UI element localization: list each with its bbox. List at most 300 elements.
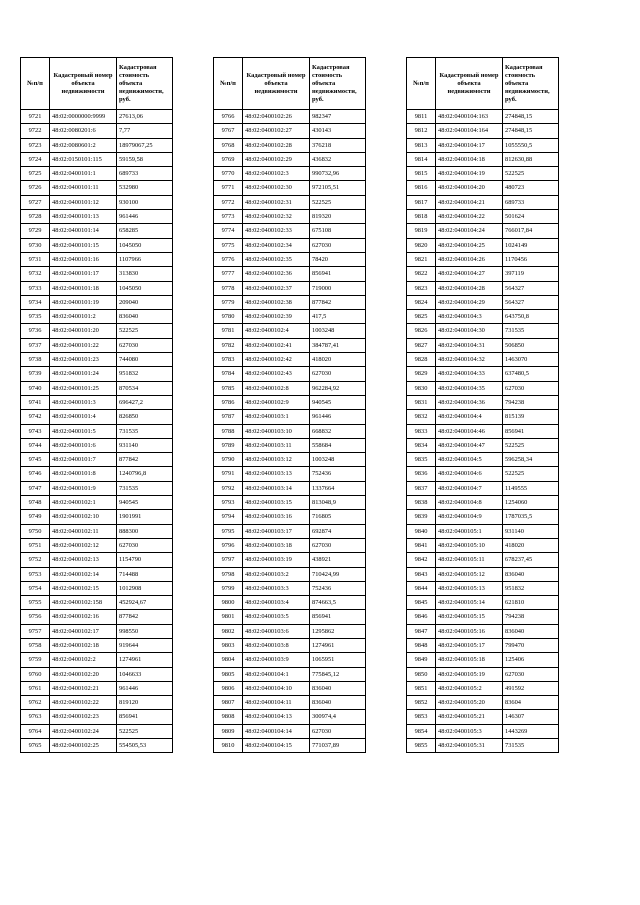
table-row bbox=[214, 553, 366, 567]
table-row bbox=[407, 353, 559, 367]
cadastral-number-cell: 48:02:0400102:34 bbox=[243, 238, 310, 252]
cadastral-number-cell: 48:02:0400101:14 bbox=[50, 224, 117, 238]
row-number-cell: 9745 bbox=[21, 453, 50, 467]
cadastral-value-cell: 1443269 bbox=[503, 724, 559, 738]
table-row bbox=[407, 410, 559, 424]
table-row bbox=[21, 581, 173, 595]
row-number-cell: 9845 bbox=[407, 596, 436, 610]
table-row bbox=[214, 310, 366, 324]
cadastral-number-cell: 48:02:0080201:6 bbox=[50, 124, 117, 138]
cadastral-number-cell: 48:02:0400102:27 bbox=[243, 124, 310, 138]
table-row bbox=[21, 110, 173, 124]
cadastral-number-cell: 48:02:0400102:39 bbox=[243, 310, 310, 324]
row-number-cell: 9749 bbox=[21, 510, 50, 524]
header-cadastral-number: Кадастровый номер объекта недвижимости bbox=[50, 58, 117, 110]
table-row bbox=[407, 581, 559, 595]
cadastral-number-cell: 48:02:0400104:20 bbox=[436, 181, 503, 195]
table-row bbox=[407, 395, 559, 409]
row-number-cell: 9755 bbox=[21, 596, 50, 610]
row-number-cell: 9801 bbox=[214, 610, 243, 624]
row-number-cell: 9799 bbox=[214, 581, 243, 595]
cadastral-value-cell: 313830 bbox=[117, 267, 173, 281]
table-row bbox=[407, 295, 559, 309]
table-row bbox=[21, 367, 173, 381]
table-row bbox=[21, 167, 173, 181]
table-row bbox=[214, 496, 366, 510]
table-row bbox=[21, 596, 173, 610]
row-number-cell: 9756 bbox=[21, 610, 50, 624]
cadastral-value-cell: 1055550,5 bbox=[503, 138, 559, 152]
cadastral-number-cell: 48:02:0400105:12 bbox=[436, 567, 503, 581]
table-row bbox=[214, 710, 366, 724]
cadastral-value-cell: 300974,4 bbox=[310, 710, 366, 724]
table-row bbox=[214, 638, 366, 652]
cadastral-value-cell: 627030 bbox=[503, 667, 559, 681]
cadastral-value-cell: 931140 bbox=[503, 524, 559, 538]
cadastral-number-cell: 48:02:0400104:25 bbox=[436, 238, 503, 252]
row-number-cell: 9809 bbox=[214, 724, 243, 738]
cadastral-number-cell: 48:02:0400104:13 bbox=[243, 710, 310, 724]
cadastral-number-cell: 48:02:0400104:164 bbox=[436, 124, 503, 138]
row-number-cell: 9820 bbox=[407, 238, 436, 252]
row-number-cell: 9796 bbox=[214, 538, 243, 552]
row-number-cell: 9852 bbox=[407, 696, 436, 710]
cadastral-number-cell: 48:02:0400104:47 bbox=[436, 438, 503, 452]
cadastral-value-cell: 627030 bbox=[310, 724, 366, 738]
cadastral-number-cell: 48:02:0400105:17 bbox=[436, 638, 503, 652]
row-number-cell: 9836 bbox=[407, 467, 436, 481]
cadastral-value-cell: 877842 bbox=[117, 453, 173, 467]
table-row bbox=[214, 110, 366, 124]
cadastral-value-cell: 1254060 bbox=[503, 496, 559, 510]
table-row bbox=[21, 510, 173, 524]
table-row bbox=[21, 181, 173, 195]
cadastral-value-cell: 716805 bbox=[310, 510, 366, 524]
header-number: №п/п bbox=[214, 58, 243, 110]
cadastral-number-cell: 48:02:0400105:15 bbox=[436, 610, 503, 624]
row-number-cell: 9827 bbox=[407, 338, 436, 352]
cadastral-value-cell: 146307 bbox=[503, 710, 559, 724]
row-number-cell: 9764 bbox=[21, 724, 50, 738]
cadastral-value-cell: 1024149 bbox=[503, 238, 559, 252]
cadastral-number-cell: 48:02:0400105:11 bbox=[436, 553, 503, 567]
row-number-cell: 9832 bbox=[407, 410, 436, 424]
cadastral-value-cell: 522525 bbox=[310, 195, 366, 209]
table-row bbox=[21, 696, 173, 710]
cadastral-value-cell: 522525 bbox=[503, 167, 559, 181]
row-number-cell: 9802 bbox=[214, 624, 243, 638]
cadastral-number-cell: 48:02:0400101:25 bbox=[50, 381, 117, 395]
row-number-cell: 9746 bbox=[21, 467, 50, 481]
cadastral-value-cell: 627030 bbox=[310, 238, 366, 252]
cadastral-value-cell: 836040 bbox=[503, 567, 559, 581]
row-number-cell: 9759 bbox=[21, 653, 50, 667]
cadastral-value-cell: 627030 bbox=[117, 538, 173, 552]
row-number-cell: 9826 bbox=[407, 324, 436, 338]
row-number-cell: 9840 bbox=[407, 524, 436, 538]
cadastral-number-cell: 48:02:0400102:3 bbox=[243, 167, 310, 181]
table-row bbox=[21, 553, 173, 567]
header-cadastral-number: Кадастровый номер объекта недвижимости bbox=[436, 58, 503, 110]
row-number-cell: 9830 bbox=[407, 381, 436, 395]
row-number-cell: 9847 bbox=[407, 624, 436, 638]
cadastral-number-cell: 48:02:0400104:9 bbox=[436, 510, 503, 524]
row-number-cell: 9795 bbox=[214, 524, 243, 538]
row-number-cell: 9732 bbox=[21, 267, 50, 281]
cadastral-value-cell: 771037,89 bbox=[310, 739, 366, 753]
cadastral-number-cell: 48:02:0400104:29 bbox=[436, 295, 503, 309]
cadastral-number-cell: 48:02:0400102:31 bbox=[243, 195, 310, 209]
registry-table-3 bbox=[406, 57, 559, 753]
row-number-cell: 9735 bbox=[21, 310, 50, 324]
cadastral-value-cell: 870534 bbox=[117, 381, 173, 395]
table-row bbox=[407, 267, 559, 281]
table-row bbox=[214, 295, 366, 309]
cadastral-number-cell: 48:02:0400104:163 bbox=[436, 110, 503, 124]
row-number-cell: 9849 bbox=[407, 653, 436, 667]
cadastral-number-cell: 48:02:0400104:11 bbox=[243, 696, 310, 710]
cadastral-value-cell: 436832 bbox=[310, 152, 366, 166]
cadastral-value-cell: 744080 bbox=[117, 353, 173, 367]
cadastral-number-cell: 48:02:0400102:1 bbox=[50, 496, 117, 510]
table-row bbox=[21, 310, 173, 324]
cadastral-number-cell: 48:02:0400101:16 bbox=[50, 252, 117, 266]
cadastral-number-cell: 48:02:0400103:13 bbox=[243, 467, 310, 481]
cadastral-number-cell: 48:02:0400102:11 bbox=[50, 524, 117, 538]
table-row bbox=[407, 324, 559, 338]
cadastral-value-cell: 27613,06 bbox=[117, 110, 173, 124]
cadastral-value-cell: 877842 bbox=[117, 610, 173, 624]
cadastral-number-cell: 48:02:0400105:21 bbox=[436, 710, 503, 724]
cadastral-value-cell: 564327 bbox=[503, 281, 559, 295]
cadastral-value-cell: 888300 bbox=[117, 524, 173, 538]
cadastral-number-cell: 48:02:0400102:30 bbox=[243, 181, 310, 195]
cadastral-number-cell: 48:02:0400101:4 bbox=[50, 410, 117, 424]
row-number-cell: 9730 bbox=[21, 238, 50, 252]
cadastral-number-cell: 48:02:0400104:4 bbox=[436, 410, 503, 424]
cadastral-number-cell: 48:02:0400103:15 bbox=[243, 496, 310, 510]
row-number-cell: 9822 bbox=[407, 267, 436, 281]
cadastral-number-cell: 48:02:0400104:24 bbox=[436, 224, 503, 238]
cadastral-value-cell: 710424,99 bbox=[310, 567, 366, 581]
cadastral-number-cell: 48:02:0400101:2 bbox=[50, 310, 117, 324]
cadastral-value-cell: 972105,51 bbox=[310, 181, 366, 195]
cadastral-number-cell: 48:02:0400104:27 bbox=[436, 267, 503, 281]
cadastral-value-cell: 627030 bbox=[503, 381, 559, 395]
cadastral-number-cell: 48:02:0400102:16 bbox=[50, 610, 117, 624]
cadastral-value-cell: 998550 bbox=[117, 624, 173, 638]
cadastral-number-cell: 48:02:0400101:19 bbox=[50, 295, 117, 309]
table-row bbox=[214, 510, 366, 524]
cadastral-value-cell: 1463070 bbox=[503, 353, 559, 367]
row-number-cell: 9774 bbox=[214, 224, 243, 238]
cadastral-value-cell: 418020 bbox=[310, 353, 366, 367]
cadastral-value-cell: 554505,53 bbox=[117, 739, 173, 753]
registry-table-1 bbox=[20, 57, 173, 753]
row-number-cell: 9800 bbox=[214, 596, 243, 610]
cadastral-value-cell: 794238 bbox=[503, 395, 559, 409]
cadastral-number-cell: 48:02:0400104:14 bbox=[243, 724, 310, 738]
row-number-cell: 9770 bbox=[214, 167, 243, 181]
cadastral-value-cell: 731535 bbox=[503, 739, 559, 753]
header-cadastral-value: Кадастровая стоимость объекта недвижимости, руб. bbox=[117, 58, 173, 110]
cadastral-value-cell: 794238 bbox=[503, 610, 559, 624]
table-row bbox=[214, 581, 366, 595]
cadastral-number-cell: 48:02:0400104:30 bbox=[436, 324, 503, 338]
header-cadastral-value: Кадастровая стоимость объекта недвижимости, руб. bbox=[503, 58, 559, 110]
cadastral-value-cell: 813048,9 bbox=[310, 496, 366, 510]
cadastral-value-cell: 637480,5 bbox=[503, 367, 559, 381]
row-number-cell: 9797 bbox=[214, 553, 243, 567]
cadastral-value-cell: 522525 bbox=[117, 724, 173, 738]
row-number-cell: 9824 bbox=[407, 295, 436, 309]
table-row bbox=[214, 167, 366, 181]
table-row bbox=[407, 739, 559, 753]
cadastral-number-cell: 48:02:0400102:33 bbox=[243, 224, 310, 238]
row-number-cell: 9788 bbox=[214, 424, 243, 438]
cadastral-value-cell: 209040 bbox=[117, 295, 173, 309]
cadastral-value-cell: 1901991 bbox=[117, 510, 173, 524]
table-row bbox=[214, 739, 366, 753]
cadastral-value-cell: 812630,88 bbox=[503, 152, 559, 166]
cadastral-number-cell: 48:02:0400102:36 bbox=[243, 267, 310, 281]
cadastral-number-cell: 48:02:0400102:14 bbox=[50, 567, 117, 581]
row-number-cell: 9757 bbox=[21, 624, 50, 638]
cadastral-value-cell: 675108 bbox=[310, 224, 366, 238]
row-number-cell: 9793 bbox=[214, 496, 243, 510]
row-number-cell: 9807 bbox=[214, 696, 243, 710]
row-number-cell: 9763 bbox=[21, 710, 50, 724]
row-number-cell: 9740 bbox=[21, 381, 50, 395]
cadastral-number-cell: 48:02:0400101:18 bbox=[50, 281, 117, 295]
cadastral-value-cell: 731535 bbox=[117, 424, 173, 438]
table-row bbox=[21, 353, 173, 367]
row-number-cell: 9814 bbox=[407, 152, 436, 166]
row-number-cell: 9792 bbox=[214, 481, 243, 495]
header-cadastral-number: Кадастровый номер объекта недвижимости bbox=[243, 58, 310, 110]
table-row bbox=[21, 252, 173, 266]
table-row bbox=[407, 238, 559, 252]
cadastral-value-cell: 1337664 bbox=[310, 481, 366, 495]
cadastral-number-cell: 48:02:0400101:13 bbox=[50, 210, 117, 224]
row-number-cell: 9833 bbox=[407, 424, 436, 438]
cadastral-number-cell: 48:02:0400104:3 bbox=[436, 310, 503, 324]
cadastral-number-cell: 48:02:0400102:29 bbox=[243, 152, 310, 166]
row-number-cell: 9811 bbox=[407, 110, 436, 124]
cadastral-number-cell: 48:02:0400103:6 bbox=[243, 624, 310, 638]
row-number-cell: 9734 bbox=[21, 295, 50, 309]
cadastral-number-cell: 48:02:0400102:9 bbox=[243, 395, 310, 409]
row-number-cell: 9828 bbox=[407, 353, 436, 367]
cadastral-number-cell: 48:02:0400105:16 bbox=[436, 624, 503, 638]
table-row bbox=[214, 610, 366, 624]
table-row bbox=[214, 138, 366, 152]
cadastral-value-cell: 874663,5 bbox=[310, 596, 366, 610]
cadastral-number-cell: 48:02:0400103:18 bbox=[243, 538, 310, 552]
table-header-row bbox=[407, 58, 559, 110]
cadastral-value-cell: 961446 bbox=[117, 681, 173, 695]
cadastral-value-cell: 452924,67 bbox=[117, 596, 173, 610]
row-number-cell: 9766 bbox=[214, 110, 243, 124]
row-number-cell: 9727 bbox=[21, 195, 50, 209]
cadastral-number-cell: 48:02:0400105:3 bbox=[436, 724, 503, 738]
row-number-cell: 9850 bbox=[407, 667, 436, 681]
row-number-cell: 9744 bbox=[21, 438, 50, 452]
row-number-cell: 9829 bbox=[407, 367, 436, 381]
cadastral-number-cell: 48:02:0400102:35 bbox=[243, 252, 310, 266]
row-number-cell: 9752 bbox=[21, 553, 50, 567]
cadastral-number-cell: 48:02:0400102:20 bbox=[50, 667, 117, 681]
cadastral-value-cell: 752436 bbox=[310, 581, 366, 595]
table-row bbox=[21, 138, 173, 152]
cadastral-value-cell: 678237,45 bbox=[503, 553, 559, 567]
table-row bbox=[407, 467, 559, 481]
row-number-cell: 9819 bbox=[407, 224, 436, 238]
cadastral-value-cell: 951832 bbox=[503, 581, 559, 595]
row-number-cell: 9808 bbox=[214, 710, 243, 724]
cadastral-value-cell: 731535 bbox=[503, 324, 559, 338]
table-row bbox=[214, 252, 366, 266]
table-row bbox=[21, 467, 173, 481]
cadastral-number-cell: 48:02:0080601:2 bbox=[50, 138, 117, 152]
row-number-cell: 9738 bbox=[21, 353, 50, 367]
table-row bbox=[407, 638, 559, 652]
cadastral-value-cell: 430143 bbox=[310, 124, 366, 138]
row-number-cell: 9767 bbox=[214, 124, 243, 138]
row-number-cell: 9751 bbox=[21, 538, 50, 552]
cadastral-number-cell: 48:02:0400101:8 bbox=[50, 467, 117, 481]
cadastral-value-cell: 714488 bbox=[117, 567, 173, 581]
row-number-cell: 9743 bbox=[21, 424, 50, 438]
table-row bbox=[21, 610, 173, 624]
cadastral-number-cell: 48:02:0400102:17 bbox=[50, 624, 117, 638]
table-row bbox=[407, 424, 559, 438]
cadastral-number-cell: 48:02:0400102:13 bbox=[50, 553, 117, 567]
header-cadastral-value: Кадастровая стоимость объекта недвижимости, руб. bbox=[310, 58, 366, 110]
cadastral-number-cell: 48:02:0400104:15 bbox=[243, 739, 310, 753]
cadastral-value-cell: 766017,84 bbox=[503, 224, 559, 238]
cadastral-value-cell: 274848,15 bbox=[503, 110, 559, 124]
cadastral-number-cell: 48:02:0400102:28 bbox=[243, 138, 310, 152]
table-row bbox=[21, 152, 173, 166]
table-row bbox=[21, 195, 173, 209]
table-row bbox=[214, 624, 366, 638]
cadastral-value-cell: 719000 bbox=[310, 281, 366, 295]
cadastral-value-cell: 752436 bbox=[310, 467, 366, 481]
row-number-cell: 9721 bbox=[21, 110, 50, 124]
cadastral-value-cell: 836040 bbox=[503, 624, 559, 638]
table-row bbox=[407, 281, 559, 295]
cadastral-value-cell: 962284,92 bbox=[310, 381, 366, 395]
cadastral-number-cell: 48:02:0400101:12 bbox=[50, 195, 117, 209]
row-number-cell: 9758 bbox=[21, 638, 50, 652]
row-number-cell: 9784 bbox=[214, 367, 243, 381]
row-number-cell: 9783 bbox=[214, 353, 243, 367]
cadastral-number-cell: 48:02:0400104:6 bbox=[436, 467, 503, 481]
table-row bbox=[214, 481, 366, 495]
cadastral-number-cell: 48:02:0400102:43 bbox=[243, 367, 310, 381]
row-number-cell: 9789 bbox=[214, 438, 243, 452]
cadastral-value-cell: 274848,15 bbox=[503, 124, 559, 138]
cadastral-value-cell: 627030 bbox=[310, 538, 366, 552]
table-row bbox=[407, 338, 559, 352]
cadastral-number-cell: 48:02:0400104:33 bbox=[436, 367, 503, 381]
row-number-cell: 9794 bbox=[214, 510, 243, 524]
table-row bbox=[407, 510, 559, 524]
row-number-cell: 9790 bbox=[214, 453, 243, 467]
row-number-cell: 9854 bbox=[407, 724, 436, 738]
cadastral-number-cell: 48:02:0400101:23 bbox=[50, 353, 117, 367]
cadastral-value-cell: 689733 bbox=[503, 195, 559, 209]
cadastral-value-cell: 522525 bbox=[503, 467, 559, 481]
cadastral-value-cell: 1107966 bbox=[117, 252, 173, 266]
table-row bbox=[21, 538, 173, 552]
table-row bbox=[21, 124, 173, 138]
table-row bbox=[21, 739, 173, 753]
row-number-cell: 9817 bbox=[407, 195, 436, 209]
cadastral-value-cell: 799470 bbox=[503, 638, 559, 652]
cadastral-value-cell: 856941 bbox=[310, 267, 366, 281]
cadastral-number-cell: 48:02:0400104:36 bbox=[436, 395, 503, 409]
cadastral-value-cell: 1012908 bbox=[117, 581, 173, 595]
cadastral-number-cell: 48:02:0400102:2 bbox=[50, 653, 117, 667]
table-row bbox=[407, 453, 559, 467]
table-row bbox=[407, 610, 559, 624]
table-row bbox=[214, 453, 366, 467]
cadastral-number-cell: 48:02:0000000:9999 bbox=[50, 110, 117, 124]
row-number-cell: 9837 bbox=[407, 481, 436, 495]
cadastral-number-cell: 48:02:0400103:16 bbox=[243, 510, 310, 524]
row-number-cell: 9777 bbox=[214, 267, 243, 281]
cadastral-number-cell: 48:02:0400105:1 bbox=[436, 524, 503, 538]
table-row bbox=[21, 338, 173, 352]
cadastral-number-cell: 48:02:0400103:3 bbox=[243, 581, 310, 595]
table-row bbox=[21, 453, 173, 467]
table-row bbox=[407, 667, 559, 681]
cadastral-number-cell: 48:02:0400104:35 bbox=[436, 381, 503, 395]
table-row bbox=[21, 653, 173, 667]
table-row bbox=[214, 124, 366, 138]
row-number-cell: 9851 bbox=[407, 681, 436, 695]
table-row bbox=[214, 381, 366, 395]
row-number-cell: 9729 bbox=[21, 224, 50, 238]
table-row bbox=[21, 681, 173, 695]
row-number-cell: 9838 bbox=[407, 496, 436, 510]
row-number-cell: 9778 bbox=[214, 281, 243, 295]
cadastral-value-cell: 1003248 bbox=[310, 324, 366, 338]
cadastral-number-cell: 48:02:0400102:10 bbox=[50, 510, 117, 524]
row-number-cell: 9834 bbox=[407, 438, 436, 452]
cadastral-value-cell: 819320 bbox=[310, 210, 366, 224]
cadastral-value-cell: 658285 bbox=[117, 224, 173, 238]
cadastral-number-cell: 48:02:0400102:22 bbox=[50, 696, 117, 710]
row-number-cell: 9722 bbox=[21, 124, 50, 138]
cadastral-number-cell: 48:02:0400101:11 bbox=[50, 181, 117, 195]
table-row bbox=[21, 210, 173, 224]
cadastral-value-cell: 668832 bbox=[310, 424, 366, 438]
table-row bbox=[407, 152, 559, 166]
row-number-cell: 9810 bbox=[214, 739, 243, 753]
row-number-cell: 9737 bbox=[21, 338, 50, 352]
table-row bbox=[214, 667, 366, 681]
cadastral-number-cell: 48:02:0400104:46 bbox=[436, 424, 503, 438]
cadastral-value-cell: 480723 bbox=[503, 181, 559, 195]
cadastral-number-cell: 48:02:0400102:21 bbox=[50, 681, 117, 695]
table-row bbox=[407, 696, 559, 710]
cadastral-value-cell: 621810 bbox=[503, 596, 559, 610]
cadastral-number-cell: 48:02:0400101:5 bbox=[50, 424, 117, 438]
table-row bbox=[214, 267, 366, 281]
